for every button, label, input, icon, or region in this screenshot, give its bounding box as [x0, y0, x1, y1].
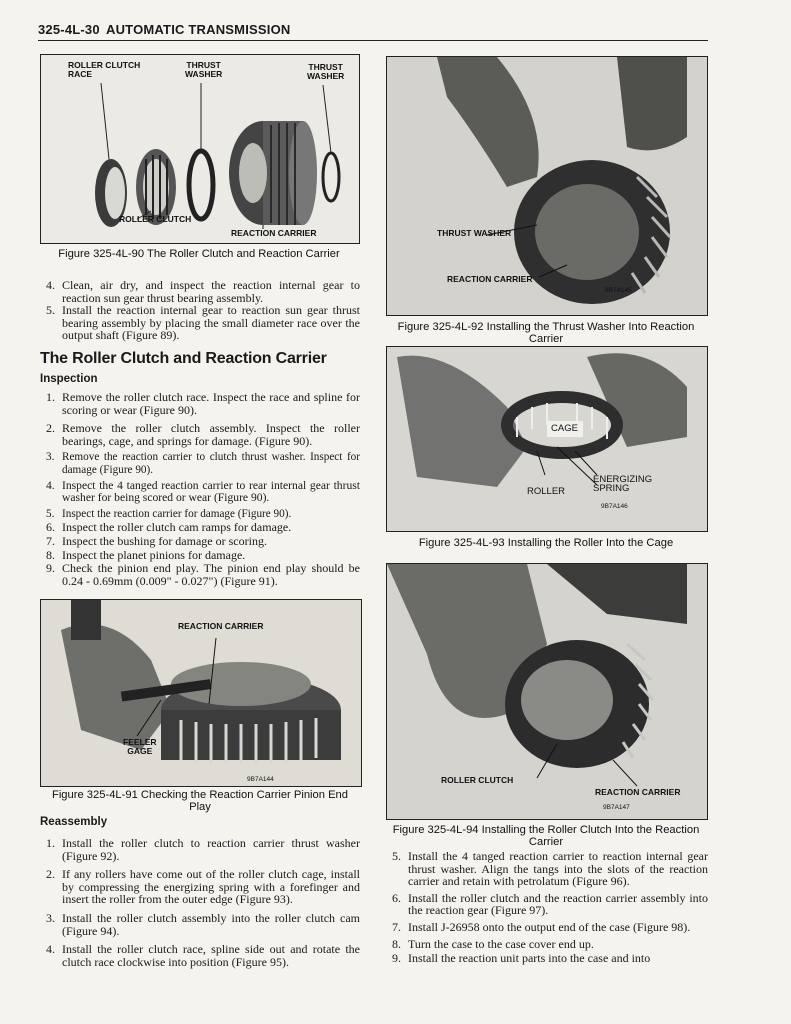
inspection-list	[40, 391, 360, 587]
label-reaction-carrier: REACTION CARRIER	[178, 621, 264, 631]
list-item: 2. If any rollers have come out of the roller clutch cage, install by compressing the energizing spring with a forefinger and insert the roller from the outer edge (Figure 93).	[46, 867, 360, 907]
label-roller-clutch: ROLLER CLUTCH	[119, 214, 192, 224]
figure-92-image	[386, 56, 708, 316]
list-item: 1. Remove the roller clutch race. Inspect the race and spline for scoring or wear (Figure 90).	[46, 390, 360, 417]
label-roller-clutch-race: ROLLER CLUTCH RACE	[68, 60, 141, 79]
label-thrust-washer: THRUST WASHER	[185, 60, 223, 79]
figure-90-caption: Figure 325-4L-90 The Roller Clutch and Reaction Carrier	[58, 248, 340, 260]
list-item: 8. Inspect the planet pinions for damage.	[46, 547, 246, 562]
right-steps-list	[386, 850, 708, 965]
label-roller: ROLLER	[527, 486, 566, 497]
reassembly-heading: Reassembly	[40, 816, 108, 828]
list-item: 3. Remove the reaction carrier to clutch thrust washer. Inspect for damage (Figure 90).	[46, 451, 360, 476]
label-feeler-gage: FEELER GAGE	[123, 737, 157, 756]
figure-91-caption: Figure 325-4L-91 Checking the Reaction Carrier Pinion End Play	[51, 789, 348, 813]
figure-93-caption: Figure 325-4L-93 Installing the Roller Into the Cage	[418, 537, 674, 549]
section-title: AUTOMATIC TRANSMISSION	[106, 22, 291, 37]
figure-94-caption: Figure 325-4L-94 Installing the Roller Clutch Into the Reaction Carrier	[392, 824, 700, 848]
list-item: 7. Install J-26958 onto the output end of the case (Figure 98).	[392, 919, 691, 934]
list-item: 9. Install the reaction unit parts into the case and into	[392, 951, 651, 966]
figure-94-image	[386, 563, 708, 820]
steps-top-list	[40, 279, 360, 342]
list-item: 4. Inspect the 4 tanged reaction carrier to rear internal gear thrust washer for being scored or wear (Figure 90).	[46, 478, 360, 505]
label-roller-clutch: ROLLER CLUTCH	[441, 775, 514, 785]
list-item: 8. Turn the case to the case cover end up.	[392, 936, 594, 951]
figure-93-image	[386, 346, 708, 532]
roller-clutch-parts-illustration	[41, 55, 359, 243]
list-item: 9. Check the pinion end play. The pinion end play should be 0.24 - 0.69mm (0.009" - 0.027") (Figure 91).	[46, 561, 360, 588]
roller-clutch-install-photo	[387, 564, 707, 819]
list-item: 1. Install the roller clutch to reaction carrier thrust washer (Figure 92).	[46, 836, 360, 863]
figure-91-image	[40, 599, 362, 787]
list-item: 4. Install the roller clutch race, spline side out and rotate the clutch race clockwise into position (Figure 95).	[46, 942, 360, 969]
list-item: 3. Install the roller clutch assembly into the roller clutch cam (Figure 94).	[46, 910, 360, 938]
roller-cage-install-photo	[387, 347, 707, 531]
figure-90-image	[40, 54, 360, 244]
label-reaction-carrier: REACTION CARRIER	[595, 787, 681, 797]
page-header	[38, 18, 708, 41]
list-item: 5. Install the 4 tanged reaction carrier to reaction internal gear thrust washer. Align the tangs into the slots of the reaction carrier and retain with petrolatum (Figure 96).	[392, 849, 708, 889]
figure-code: 9B7A147	[603, 804, 630, 811]
thrust-washer-install-photo	[387, 57, 707, 315]
inspection-heading: Inspection	[40, 373, 98, 385]
list-item: 7. Inspect the bushing for damage or scoring.	[46, 533, 267, 548]
section-title-heading: The Roller Clutch and Reaction Carrier	[40, 350, 327, 367]
list-item: 2. Remove the roller clutch assembly. Inspect the roller bearings, cage, and springs for damage. (Figure 90).	[46, 421, 360, 448]
list-item: 6. Install the roller clutch and the reaction carrier assembly into the reaction gear (Figure 97).	[392, 890, 708, 918]
label-reaction-carrier: REACTION CARRIER	[231, 228, 317, 238]
list-item: 5. Inspect the reaction carrier for damage (Figure 90).	[46, 507, 292, 520]
figure-code: 9B7A146	[601, 503, 628, 510]
list-item: 4. Clean, air dry, and inspect the reaction internal gear to reaction sun gear thrust bearing assembly.	[46, 278, 360, 305]
label-energizing-spring: ENERGIZING SPRING	[593, 474, 653, 494]
reassembly-list	[40, 837, 360, 968]
figure-code: 9B7A145	[605, 287, 632, 294]
figure-code: 9B7A144	[247, 776, 274, 783]
label-thrust-washer-2: THRUST WASHER	[307, 62, 345, 81]
list-item: 6. Inspect the roller clutch cam ramps for damage.	[46, 520, 292, 535]
label-cage: CAGE	[551, 423, 578, 434]
list-item: 5. Install the reaction internal gear to reaction sun gear thrust bearing assembly by placing the small diameter race over the output shaft (Figure 89).	[46, 303, 360, 343]
page-number: 325-4L-30	[38, 22, 100, 37]
label-thrust-washer: THRUST WASHER	[437, 228, 512, 238]
figure-92-caption: Figure 325-4L-92 Installing the Thrust Washer Into Reaction Carrier	[397, 321, 695, 345]
label-reaction-carrier: REACTION CARRIER	[447, 274, 533, 284]
